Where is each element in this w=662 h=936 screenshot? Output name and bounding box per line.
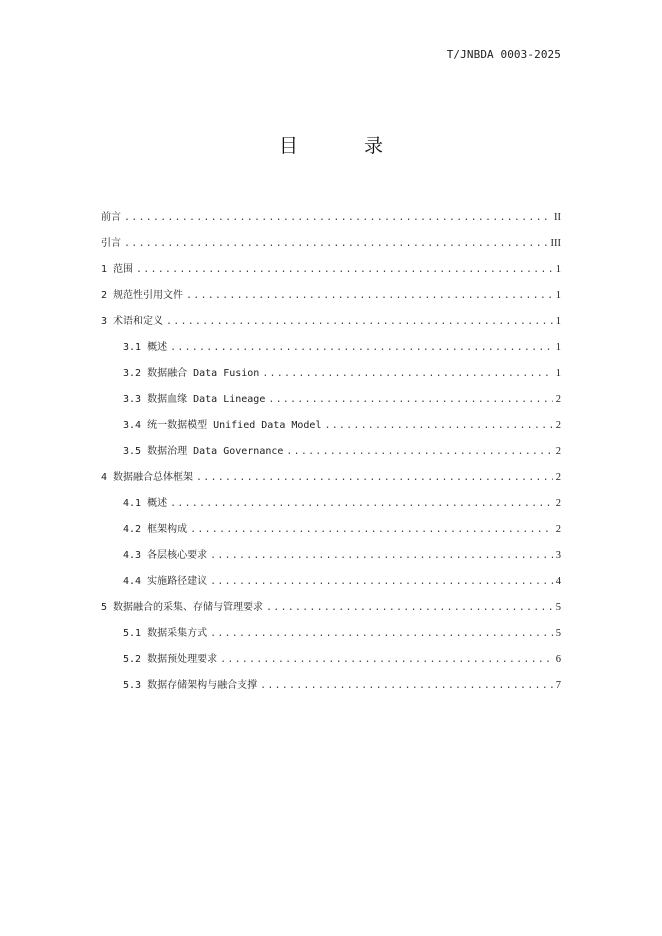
toc-entry-label: 3.2 数据融合 Data Fusion: [123, 368, 260, 379]
toc-entry-page: 7: [555, 680, 561, 691]
dot-leader: [268, 394, 552, 405]
toc-subentry[interactable]: [101, 676, 561, 702]
toc-entry-label: 3.3 数据血缘 Data Lineage: [123, 394, 266, 405]
dot-leader: [286, 446, 552, 457]
dot-leader: [170, 498, 553, 509]
toc-entry-label: 2 规范性引用文件: [101, 290, 184, 301]
toc-entry-label: 4.3 各层核心要求: [123, 550, 208, 561]
toc-subentry[interactable]: [101, 546, 561, 572]
toc-entry-page: 2: [555, 498, 561, 509]
toc-entry[interactable]: [101, 208, 561, 234]
dot-leader: [186, 290, 553, 301]
toc-entry-page: 5: [555, 628, 561, 639]
dot-leader: [136, 264, 553, 275]
toc-entry-page: 2: [555, 524, 561, 535]
toc-entry-label: 4 数据融合总体框架: [101, 472, 194, 483]
dot-leader: [324, 420, 552, 431]
toc-subentry[interactable]: [101, 494, 561, 520]
toc-entry[interactable]: [101, 598, 561, 624]
toc-entry-page: 2: [555, 446, 561, 457]
dot-leader: [124, 238, 548, 249]
toc-entry[interactable]: [101, 286, 561, 312]
dot-leader: [266, 602, 553, 613]
toc-subentry[interactable]: [101, 338, 561, 364]
toc-entry-label: 前言: [101, 212, 121, 223]
dot-leader: [196, 472, 553, 483]
toc-entry-page: 1: [555, 290, 561, 301]
toc-entry-label: 3.1 概述: [123, 342, 168, 353]
toc-entry[interactable]: [101, 468, 561, 494]
toc-title: 目 录: [278, 135, 414, 157]
dot-leader: [210, 628, 553, 639]
toc-entry-label: 4.4 实施路径建议: [123, 576, 208, 587]
dot-leader: [262, 368, 552, 379]
toc-subentry[interactable]: [101, 520, 561, 546]
toc-subentry[interactable]: [101, 442, 561, 468]
document-code: T/JNBDA 0003-2025: [446, 48, 561, 61]
dot-leader: [220, 654, 553, 665]
toc-entry-page: 4: [555, 576, 561, 587]
dot-leader: [170, 342, 553, 353]
toc-subentry[interactable]: [101, 650, 561, 676]
toc-subentry[interactable]: [101, 390, 561, 416]
dot-leader: [210, 550, 553, 561]
toc-entry-page: 2: [555, 472, 561, 483]
dot-leader: [124, 212, 551, 223]
table-of-contents: [101, 208, 561, 702]
toc-entry-label: 4.2 框架构成: [123, 524, 188, 535]
toc-entry-label: 1 范围: [101, 264, 134, 275]
dot-leader: [210, 576, 553, 587]
toc-entry-label: 引言: [101, 238, 121, 249]
toc-subentry[interactable]: [101, 416, 561, 442]
toc-entry-page: 5: [555, 602, 561, 613]
toc-entry[interactable]: [101, 234, 561, 260]
toc-entry-page: 1: [555, 342, 561, 353]
toc-entry-label: 5.2 数据预处理要求: [123, 654, 218, 665]
toc-subentry[interactable]: [101, 572, 561, 598]
toc-entry[interactable]: [101, 260, 561, 286]
toc-entry-label: 3.4 统一数据模型 Unified Data Model: [123, 420, 322, 431]
toc-subentry[interactable]: [101, 364, 561, 390]
toc-entry-page: 1: [555, 264, 561, 275]
toc-entry-page: 2: [555, 394, 561, 405]
toc-entry-page: 1: [555, 316, 561, 327]
toc-entry-page: III: [550, 238, 561, 249]
toc-entry[interactable]: [101, 312, 561, 338]
toc-entry-page: 6: [555, 654, 561, 665]
dot-leader: [166, 316, 553, 327]
toc-entry-label: 4.1 概述: [123, 498, 168, 509]
toc-entry-label: 5.1 数据采集方式: [123, 628, 208, 639]
toc-entry-page: 1: [555, 368, 561, 379]
toc-entry-page: 3: [555, 550, 561, 561]
toc-entry-label: 3 术语和定义: [101, 316, 164, 327]
dot-leader: [190, 524, 553, 535]
toc-entry-label: 5 数据融合的采集、存储与管理要求: [101, 602, 264, 613]
toc-entry-page: II: [554, 212, 561, 223]
dot-leader: [260, 680, 553, 691]
toc-entry-page: 2: [555, 420, 561, 431]
toc-entry-label: 3.5 数据治理 Data Governance: [123, 446, 284, 457]
toc-subentry[interactable]: [101, 624, 561, 650]
toc-entry-label: 5.3 数据存储架构与融合支撑: [123, 680, 258, 691]
